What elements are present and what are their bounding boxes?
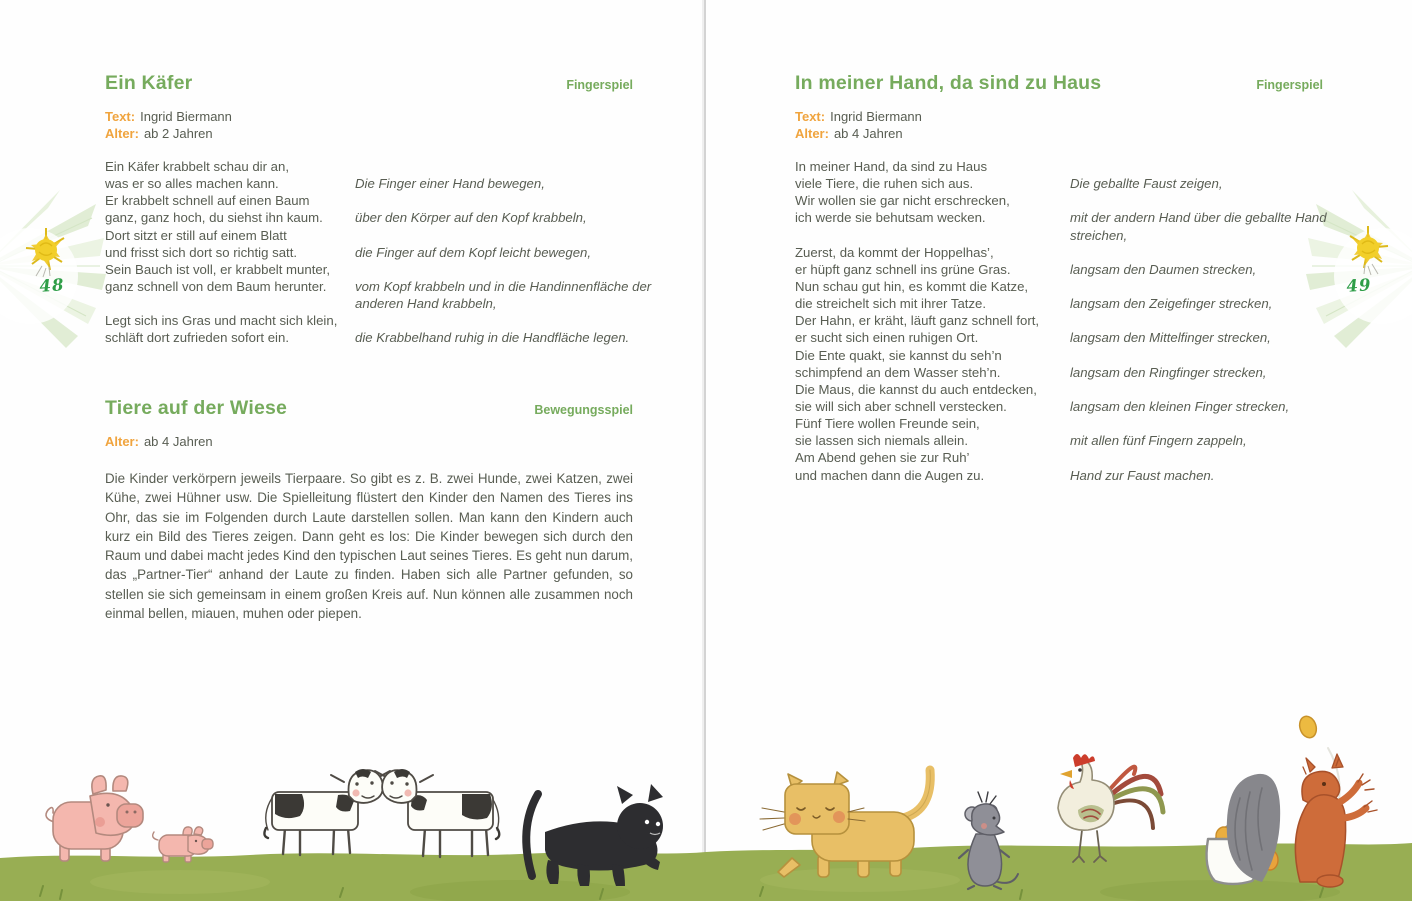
verse-line: In meiner Hand, da sind zu Haus	[795, 159, 988, 174]
cow-illustration	[264, 769, 390, 855]
meta-label: Text:	[105, 109, 136, 124]
meta-value: Ingrid Biermann	[830, 109, 922, 124]
verse-line: Am Abend gehen sie zur Ruh’	[795, 450, 970, 466]
cow-illustration	[375, 769, 499, 857]
verse-row	[795, 382, 1323, 399]
instruction-line: über den Körper auf den Kopf krabbeln,	[355, 210, 587, 226]
verse-line: viele Tiere, die ruhen sich aus.	[795, 176, 974, 192]
verse-line: Legt sich ins Gras und macht sich klein,	[105, 313, 338, 329]
game-description-paragraph: Die Kinder verkörpern jeweils Tierpaare. So gibt es z. B. zwei Hunde, zwei Katzen, zwei Kühe, zwei Hühner usw. Die Spielleitung flüstert den Kinder den Namen des Tieres ins Ohr, das sie im Folgenden durch Laute darstellen sollen. Man kann den Kindern auch kurz ein Bild des Tieres zeigen. Dann geht es los: Die Kinder bewegen sich durch den Raum und dabei macht jedes Kind den typischen Laut seines Tieres. Es geht nun darum, das „Partner-Tier“ anhand der Laute zu finden. Haben sich alle Partner gefunden, so stellen sie sich gemeinsam in einem großen Kreis auf. Nun können alle zusammen noch einmal bellen, miauen, muhen oder piepen.	[105, 471, 633, 622]
verse-line: Die Ente quakt, sie kannst du seh’n	[795, 347, 1002, 363]
verse-row	[795, 365, 1323, 382]
instruction-line: vom Kopf krabbeln und in die Handinnenfläche der	[355, 278, 652, 294]
verse-line: die streichelt sich mit ihrer Tatze.	[795, 296, 987, 312]
verse-line: ganz, ganz hoch, du siehst ihn kaum.	[105, 210, 323, 226]
meta-label: Alter:	[105, 126, 139, 141]
section-header-in-meiner-hand	[795, 72, 1323, 95]
verse-row	[105, 159, 633, 176]
verse-line: er sucht sich einen ruhigen Ort.	[795, 330, 979, 346]
grass-strip	[0, 843, 1412, 901]
verse-row	[105, 176, 633, 193]
verse-row	[795, 210, 1327, 227]
verse-row	[795, 279, 1323, 296]
verse-row	[105, 296, 633, 313]
meta-label: Alter:	[105, 434, 139, 449]
flying-nut-icon	[1297, 714, 1319, 740]
section-title: Tiere auf der Wiese	[105, 397, 288, 419]
verse-line: und frisst sich dort so richtig satt.	[105, 244, 298, 260]
meta-label: Alter:	[795, 126, 829, 141]
verse-block	[795, 159, 1327, 485]
meta-block	[105, 109, 232, 143]
verse-row	[795, 176, 1323, 193]
meta-row	[105, 126, 232, 143]
instruction-line: langsam den Zeigefinger strecken,	[1070, 296, 1273, 312]
verse-line: er hüpft ganz schnell ins grüne Gras.	[795, 261, 1011, 277]
instruction-line: langsam den Daumen strecken,	[1070, 261, 1257, 277]
verse-row	[795, 450, 1323, 467]
instruction-line: streichen,	[1070, 227, 1128, 243]
verse-row	[795, 262, 1323, 279]
verse-row	[105, 210, 633, 227]
instruction-line: mit allen fünf Fingern zappeln,	[1070, 433, 1247, 449]
meta-block	[795, 109, 922, 143]
verse-row	[795, 159, 1323, 176]
leaf-fan-icon	[0, 190, 106, 348]
meta-value: ab 2 Jahren	[143, 126, 213, 141]
verse-line: Fünf Tiere wollen Freunde sein,	[795, 416, 980, 432]
verse-line: sie lassen sich niemals allein.	[795, 433, 968, 449]
section-header-ein-kaefer	[105, 72, 633, 95]
verse-row	[795, 296, 1323, 313]
meta-row	[105, 434, 213, 451]
verse-line: Ein Käfer krabbelt schau dir an,	[105, 159, 289, 174]
verse-row	[795, 399, 1323, 416]
meta-block	[105, 434, 213, 451]
verse-row	[105, 245, 633, 262]
meta-row	[795, 126, 922, 143]
instruction-line: die Krabbelhand ruhig in die Handfläche legen.	[355, 330, 630, 346]
instruction-line: langsam den kleinen Finger strecken,	[1070, 398, 1290, 414]
verse-row	[105, 313, 633, 330]
rooster-illustration	[1058, 754, 1163, 862]
verse-line: ich werde sie behutsam wecken.	[795, 210, 986, 226]
verse-line: Die Maus, die kannst du auch entdecken,	[795, 381, 1037, 397]
meta-row	[105, 109, 232, 126]
leaf-fan-left-decoration	[0, 188, 110, 358]
verse-line: Zuerst, da kommt der Hoppelhas’,	[795, 244, 994, 260]
verse-row	[105, 193, 633, 210]
pig-illustration	[46, 776, 143, 861]
verse-line: Der Hahn, er kräht, läuft ganz schnell fort,	[795, 313, 1040, 329]
game-type-label: Fingerspiel	[1256, 78, 1323, 92]
section-header-tiere-auf-der-wiese	[105, 397, 633, 420]
verse-line: schimpfend an dem Wasser steh’n.	[795, 364, 1001, 380]
page-number-right: 49	[1345, 275, 1373, 296]
verse-row	[795, 245, 1323, 262]
game-type-label: Fingerspiel	[566, 78, 633, 92]
section-title: In meiner Hand, da sind zu Haus	[795, 72, 1102, 94]
meta-value: ab 4 Jahren	[143, 434, 213, 449]
verse-row	[105, 262, 633, 279]
verse-line: Sein Bauch ist voll, er krabbelt munter,	[105, 261, 331, 277]
verse-row	[105, 330, 633, 347]
verse-line: ganz schnell von dem Baum herunter.	[105, 278, 327, 294]
verse-line: sie will sich aber schnell verstecken.	[795, 398, 1007, 414]
verse-row	[795, 193, 1323, 210]
meta-row	[795, 109, 922, 126]
verse-row	[795, 330, 1323, 347]
instruction-line: anderen Hand krabbeln,	[355, 296, 497, 312]
verse-line: schläft dort zufrieden sofort ein.	[105, 330, 289, 346]
verse-block	[105, 159, 652, 348]
verse-row	[795, 313, 1323, 330]
verse-row	[795, 348, 1323, 365]
animal-scene	[0, 700, 1412, 901]
verse-line: und machen dann die Augen zu.	[795, 467, 985, 483]
verse-line: Er krabbelt schnell auf einen Baum	[105, 193, 310, 209]
instruction-line: langsam den Ringfinger strecken,	[1070, 364, 1267, 380]
page-number-left: 48	[38, 275, 66, 296]
verse-line: was er so alles machen kann.	[105, 176, 279, 192]
instruction-line: Hand zur Faust machen.	[1070, 467, 1215, 483]
game-type-label: Bewegungsspiel	[534, 403, 633, 417]
verse-row	[105, 278, 652, 296]
verse-row	[795, 433, 1323, 450]
section-title: Ein Käfer	[105, 72, 193, 94]
verse-row	[795, 468, 1323, 485]
verse-row	[105, 228, 633, 245]
page-left	[105, 0, 652, 745]
verse-row	[795, 416, 1323, 433]
instruction-line: mit der andern Hand über die geballte Hand	[1070, 210, 1327, 226]
verse-line: Nun schau gut hin, es kommt die Katze,	[795, 278, 1029, 294]
meta-label: Text:	[795, 109, 826, 124]
instruction-line: die Finger auf dem Kopf leicht bewegen,	[355, 244, 592, 260]
meta-value: Ingrid Biermann	[140, 109, 232, 124]
meta-value: ab 4 Jahren	[833, 126, 903, 141]
verse-row	[795, 228, 1323, 245]
verse-line: Wir wollen sie gar nicht erschrecken,	[795, 193, 1010, 209]
instruction-line: Die Finger einer Hand bewegen,	[355, 176, 545, 192]
page-right	[795, 0, 1327, 745]
instruction-line: langsam den Mittelfinger strecken,	[1070, 330, 1271, 346]
verse-line: Dort sitzt er still auf einem Blatt	[105, 227, 287, 243]
instruction-line: Die geballte Faust zeigen,	[1070, 176, 1223, 192]
